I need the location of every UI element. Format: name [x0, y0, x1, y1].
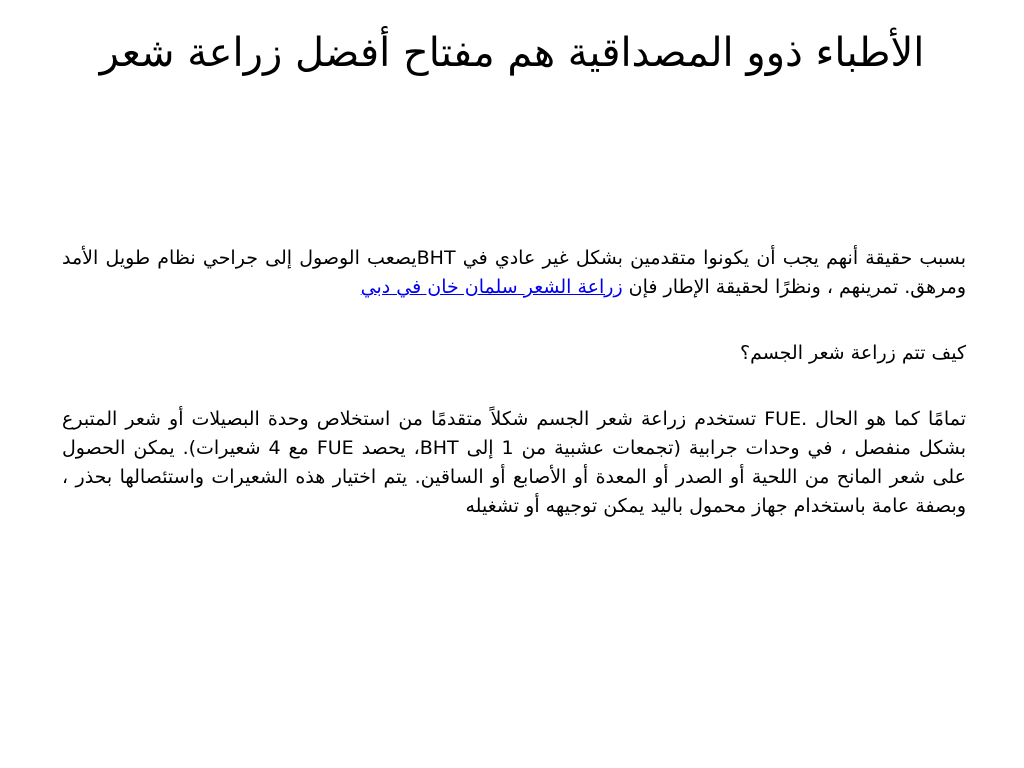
slide-body: [62, 244, 966, 521]
section-question: كيف تتم زراعة شعر الجسم؟: [739, 342, 966, 364]
paragraph-body-text-3: ، يحصد: [353, 437, 420, 459]
fue-term: FUE.: [764, 408, 808, 430]
paragraph-intro-text-1: بسبب حقيقة أنهم يجب أن يكونوا متقدمين بشكل غير عادي في: [455, 247, 966, 269]
paragraph-body-text-2: تستخدم زراعة شعر الجسم شكلاً متقدمًا من استخلاص وحدة البصيلات أو شعر المتبرع بشكل منفصل ، في وحدات جرابية (تجمعات عشبية من 1 إلى: [62, 408, 967, 459]
bht-term: BHT: [416, 247, 456, 269]
paragraph-body-text-1: تمامًا كما هو الحال: [807, 408, 966, 430]
paragraph-intro-text-2: يصعب الوصول إلى جراحي نظام طويل الأمد ومرهق. تمرينهم ، ونظرًا لحقيقة الإطار فإن: [62, 247, 966, 298]
paragraph-body-text-4: مع 4 شعيرات). يمكن الحصول على شعر المانح من اللحية أو الصدر أو المعدة أو الأصابع أو الساقين. يتم اختيار هذه الشعيرات واستئصالها بحذر ، وبصفة عامة باستخدام جهاز محمول باليد يمكن توجيهه أو تشغيله: [62, 437, 966, 517]
paragraph-intro: [62, 244, 966, 302]
slide-title: الأطباء ذوو المصداقية هم مفتاح أفضل زراعة شعر: [99, 30, 925, 76]
bht-term-2: BHT: [419, 437, 459, 459]
fue-term-2: FUE: [316, 437, 354, 459]
hair-transplant-dubai-link[interactable]: زراعة الشعر سلمان خان في دبي: [360, 276, 623, 298]
paragraph-body-hair: [62, 405, 966, 521]
